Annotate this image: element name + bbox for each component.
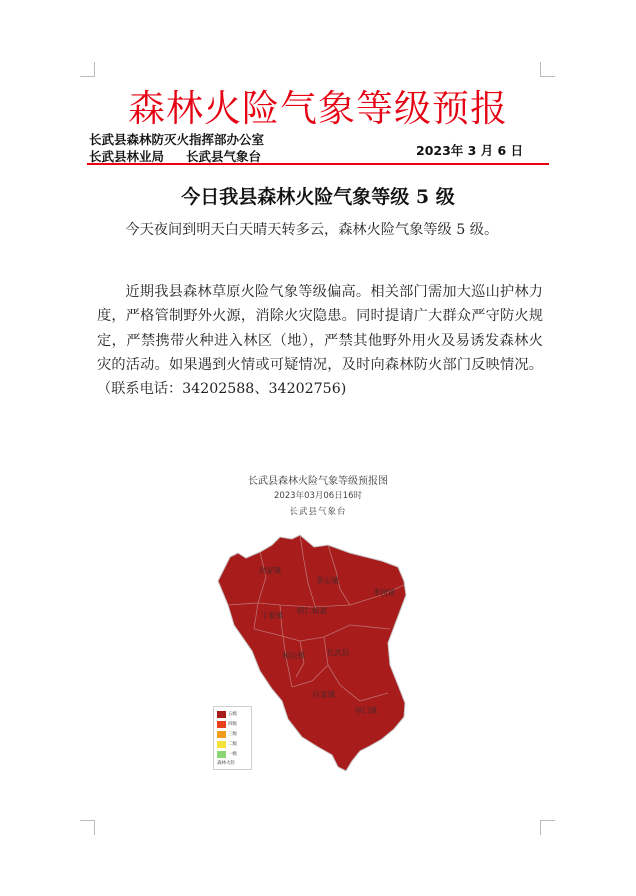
crop-mark-top-left bbox=[80, 62, 95, 77]
crop-mark-bottom-left bbox=[80, 820, 95, 835]
legend-item bbox=[217, 750, 237, 758]
legend-item bbox=[217, 710, 237, 718]
crop-mark-bottom-right bbox=[540, 820, 555, 835]
legend-swatch bbox=[217, 731, 226, 738]
issuer-forestry-bureau: 长武县林业局 bbox=[89, 149, 165, 164]
red-divider bbox=[87, 163, 549, 165]
map-time: 2023年03月06日16时 bbox=[273, 491, 363, 501]
issue-date: 2023年 3 月 6 日 bbox=[416, 143, 524, 158]
map-title: 长武县森林火险气象等级预报图 bbox=[248, 476, 388, 487]
paragraph-forecast: 今天夜间到明天白天晴天转多云，森林火险气象等级 5 级。 bbox=[125, 222, 499, 238]
town-label-2: 彭公镇 bbox=[316, 576, 340, 585]
issuer-line-1: 长武县森林防灭火指挥部办公室 bbox=[89, 132, 265, 147]
legend-swatch bbox=[217, 741, 226, 748]
legend-swatch bbox=[217, 751, 226, 758]
legend-swatch bbox=[217, 711, 226, 718]
legend-label: 四级 bbox=[228, 722, 237, 727]
legend-item bbox=[217, 720, 237, 728]
legend-label: 三级 bbox=[228, 732, 237, 737]
town-label-7: 长武县 bbox=[326, 648, 350, 657]
legend-name: 森林火险 bbox=[217, 761, 235, 766]
town-label-1: 洪家镇 bbox=[258, 566, 282, 575]
town-label-5: 昭仁街道 bbox=[297, 606, 327, 615]
map-org: 长武县气象台 bbox=[289, 507, 347, 517]
legend-item bbox=[217, 730, 237, 738]
legend-label: 五级 bbox=[228, 712, 237, 717]
crop-mark-top-right bbox=[540, 62, 555, 77]
town-label-8: 巨家镇 bbox=[312, 690, 336, 699]
legend-label: 二级 bbox=[228, 742, 237, 747]
legend-item bbox=[217, 740, 237, 748]
document-title: 森林火险气象等级预报 bbox=[128, 87, 508, 130]
map-legend bbox=[213, 706, 252, 770]
headline: 今日我县森林火险气象等级 5 级 bbox=[181, 186, 455, 208]
legend-swatch bbox=[217, 721, 226, 728]
town-label-4: 丁家镇 bbox=[260, 611, 284, 620]
issuer-weather-station: 长武县气象台 bbox=[186, 149, 262, 164]
town-label-6: 相公镇 bbox=[282, 651, 306, 660]
legend-label: 一级 bbox=[228, 752, 237, 757]
town-label-3: 枣园镇 bbox=[372, 588, 396, 597]
town-label-9: 亭口镇 bbox=[354, 706, 378, 715]
paragraph-advisory: 近期我县森林草原火险气象等级偏高。相关部门需加大巡山护林力度，严格管制野外火源，消除火灾隐患。同时提请广大群众严守防火规定，严禁携带火种进入林区（地），严禁其他野外用火及易诱发森林火灾的活动。如果遇到火情或可疑情况，及时向森林防火部门反映情况。（联系电话：34202588、34202756) bbox=[97, 284, 543, 398]
